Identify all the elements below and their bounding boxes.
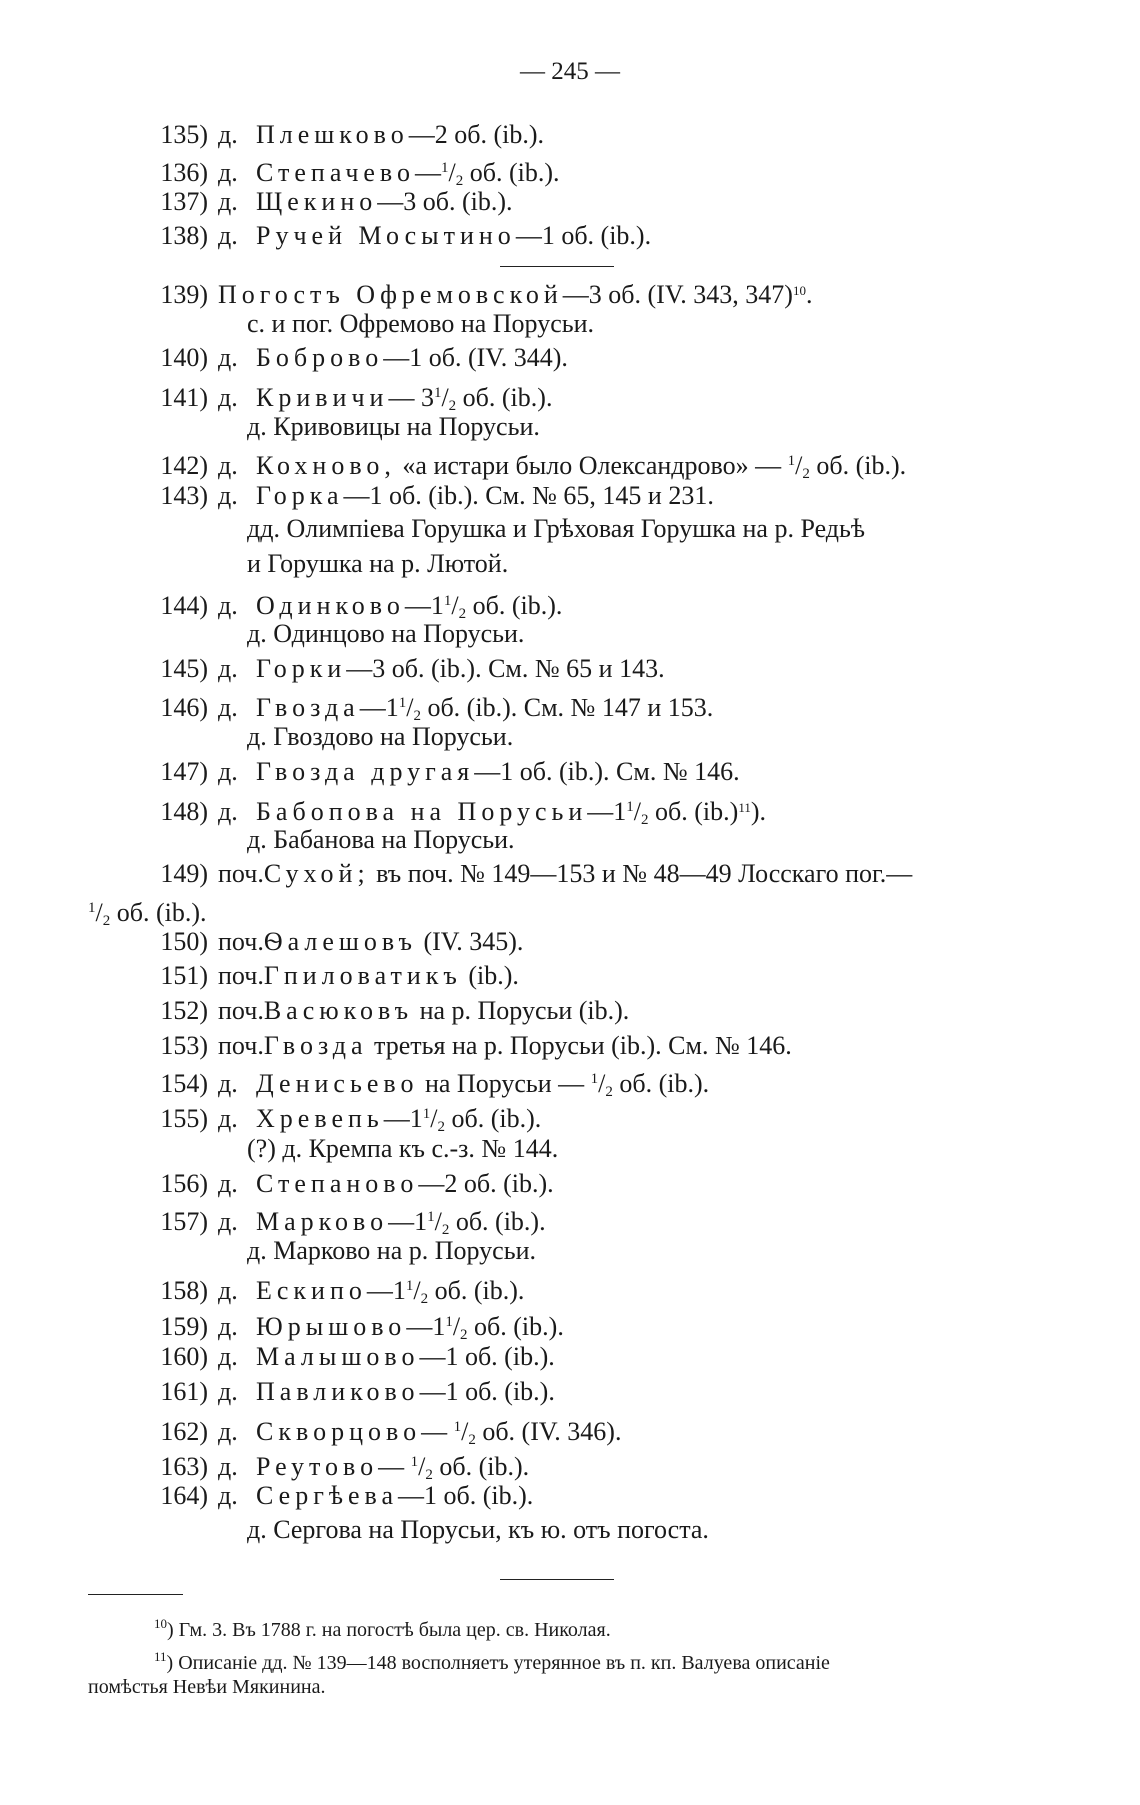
entry-name: Гвозда [256, 693, 360, 722]
entry-prefix: д. [218, 1481, 238, 1510]
fraction-slash: / [418, 1452, 426, 1481]
entry-name: Скворцово [256, 1417, 422, 1446]
entry-detail: — [421, 1417, 454, 1446]
fraction-numerator: 1 [410, 1454, 419, 1470]
entry-prefix: д. [218, 1342, 238, 1371]
footnote-line [88, 1673, 326, 1701]
fraction-slash: / [430, 1104, 438, 1133]
entry-detail: —1 [404, 591, 444, 620]
entry-detail: —3 об. (IV. 343, 347) [562, 280, 793, 309]
footnote-text: ) Гм. 3. Въ 1788 г. на погостѣ была цер. св. Николая. [167, 1619, 611, 1641]
entry-row [140, 652, 665, 686]
fraction [454, 1417, 476, 1446]
entry-number: 137) [160, 187, 208, 216]
footnote-text: помѣстья Невѣи Мякинина. [88, 1676, 326, 1698]
fraction-numerator: 1 [626, 799, 634, 815]
fraction-slash: / [95, 898, 103, 927]
entry-name: Кохново, [256, 451, 396, 480]
entry-row [140, 925, 523, 959]
entry-number: 158) [160, 1276, 208, 1305]
entry-detail-tail: об. (ib.). [110, 898, 207, 927]
entry-name: Гвозда другая [256, 757, 475, 786]
entry-name: Кривичи [256, 383, 389, 412]
entry-number: 138) [160, 221, 208, 250]
entry-number: 160) [160, 1342, 208, 1371]
fraction [427, 1207, 449, 1236]
fraction-denominator: 2 [420, 1291, 429, 1307]
entry-detail: —1 об. (ib.). [419, 1342, 555, 1371]
entry-row [140, 755, 740, 789]
entry-number: 157) [160, 1207, 208, 1236]
entry-row [140, 994, 629, 1028]
entry-number: 156) [160, 1169, 208, 1198]
fraction-denominator: 2 [413, 708, 421, 724]
entry-modern-name: д. Бабанова на Порусьи. [247, 825, 515, 854]
fraction-denominator: 2 [441, 1222, 450, 1238]
entry-name: Сергѣева [256, 1481, 398, 1510]
entry-name: Малышово [256, 1342, 420, 1371]
entry-name: Гпиловатикъ [263, 961, 462, 990]
fraction [445, 1312, 467, 1341]
entry-number: 146) [160, 693, 208, 722]
entry-detail-tail: об. (ib.). [467, 1312, 564, 1341]
entry-name: Хревепь [256, 1104, 384, 1133]
fraction-numerator: 1 [398, 695, 407, 711]
entry-detail-tail: об. (ib.) [648, 797, 739, 826]
fraction-numerator: 1 [441, 160, 449, 176]
entry-name: Сухой; [263, 859, 370, 888]
entry-prefix: поч. [218, 996, 264, 1025]
fraction-slash: / [598, 1069, 606, 1098]
entry-row [140, 341, 568, 375]
entry-detail: — [378, 1452, 411, 1481]
entry-prefix: д. [218, 1377, 238, 1406]
entry-number: 152) [160, 996, 208, 1025]
entry-modern-name: д. Кривовицы на Порусьи. [247, 412, 540, 441]
fraction [788, 451, 810, 480]
entry-detail: —1 [383, 1104, 423, 1133]
entry-prefix: д. [218, 221, 238, 250]
fraction-slash: / [434, 1207, 442, 1236]
entry-number: 162) [160, 1417, 208, 1446]
entry-prefix: д. [218, 591, 238, 620]
fraction-denominator: 2 [802, 466, 810, 482]
entry-number: 159) [160, 1312, 208, 1341]
entry-detail-tail: об. (ib.). [432, 1452, 530, 1481]
entry-modern-name: д. Марково на р. Порусьи. [247, 1236, 536, 1265]
footnote-rule-right [500, 1579, 614, 1580]
entry-detail: —1 об. (ib.). См. № 65, 145 и 231. [343, 481, 714, 510]
entry-modern-name: с. и пог. Офремово на Порусьи. [247, 309, 595, 338]
footnote-ref-number: 10 [792, 283, 806, 298]
entry-tail: . [805, 280, 813, 309]
entry-prefix: д. [218, 797, 238, 826]
footnote-mark: 10 [154, 1616, 167, 1631]
fraction-numerator: 1 [453, 1419, 462, 1435]
entry-name: Горки [256, 654, 347, 683]
entry-prefix: д. [218, 1417, 238, 1446]
entry-number: 142) [160, 451, 208, 480]
fraction-denominator: 2 [455, 173, 464, 189]
entry-detail: на р. Порусьи (ib.). [413, 996, 630, 1025]
entry-name: Юрышово [256, 1312, 407, 1341]
entry-prefix: поч. [218, 1031, 264, 1060]
entry-number: 151) [160, 961, 208, 990]
entry-number: 164) [160, 1481, 208, 1510]
fraction-slash: / [461, 1417, 469, 1446]
footnote-line [154, 1643, 830, 1677]
entry-detail: «а истари было Олександрово» — [395, 451, 788, 480]
section-divider [500, 266, 614, 267]
entry-name: Плешково [256, 120, 409, 149]
entry-detail: (ib.). [461, 961, 519, 990]
footnote-line [154, 1610, 611, 1644]
footnote-text: ) Описанiе дд. № 139—148 восполняетъ утерянное въ п. кп. Валуева описанiе [166, 1652, 830, 1674]
entry-prefix: д. [218, 383, 238, 412]
fraction-slash: / [413, 1276, 421, 1305]
entry-name: Щекино [256, 187, 378, 216]
entry-detail: —1 [587, 797, 627, 826]
fraction-slash: / [633, 797, 642, 826]
entry-prefix: д. [218, 1104, 238, 1133]
entry-detail-tail: об. (ib.). [809, 451, 907, 480]
fraction-slash: / [451, 591, 459, 620]
page-number: — 245 — [520, 58, 620, 85]
entry-name: Васюковъ [263, 996, 414, 1025]
fraction-slash: / [406, 693, 414, 722]
entry-prefix: д. [218, 1207, 238, 1236]
entry-row [140, 1375, 555, 1409]
entry-detail: —1 об. (ib.). [398, 1481, 534, 1510]
entry-name: Степачево [256, 158, 416, 187]
fraction-denominator: 2 [641, 812, 649, 828]
entry-row [140, 959, 519, 993]
fraction [441, 158, 463, 187]
entry-number: 135) [160, 120, 208, 149]
entry-number: 141) [160, 383, 208, 412]
entry-number: 143) [160, 481, 208, 510]
entry-name: Боброво [256, 343, 384, 372]
entry-prefix: поч. [218, 859, 264, 888]
entry-prefix: д. [218, 120, 238, 149]
fraction [399, 693, 421, 722]
entry-modern-name: дд. Олимпiева Горушка и Грѣховая Горушка на р. Редьѣ [247, 514, 865, 543]
entry-modern-name: д. Одинцово на Порусьи. [247, 619, 525, 648]
fraction-numerator: 1 [405, 1278, 414, 1294]
fraction-numerator: 1 [590, 1071, 599, 1087]
entry-row [140, 1029, 792, 1063]
entry-number: 148) [160, 797, 208, 826]
entry-modern-name: д. Сергова на Порусьи, къ ю. отъ погоста. [247, 1515, 709, 1544]
fraction-numerator: 1 [445, 1314, 453, 1330]
entry-name: Ручей Мосытино [256, 221, 516, 250]
entry-number: 147) [160, 757, 208, 786]
fraction-denominator: 2 [605, 1084, 613, 1100]
entry-detail-tail: об. (ib.). [456, 383, 553, 412]
entry-detail: — 3 [388, 383, 434, 412]
footnote-rule-left [88, 1594, 183, 1595]
entry-detail: —1 [359, 693, 399, 722]
entry-modern-name: и Горушка на р. Лютой. [247, 549, 509, 578]
fraction-denominator: 2 [458, 606, 467, 622]
entry-detail-tail: об. (IV. 346). [475, 1417, 622, 1446]
entry-name: Бабопова на Порусьи [256, 797, 588, 826]
entry-prefix: поч. [218, 961, 264, 990]
footnote-ref-number: 11 [738, 800, 751, 815]
entry-row [140, 185, 513, 219]
fraction [591, 1069, 613, 1098]
entry-row [140, 1167, 554, 1201]
entry-name: Горка [256, 481, 344, 510]
fraction-slash: / [448, 158, 456, 187]
entry-row [140, 118, 544, 152]
fraction [406, 1276, 428, 1305]
entry-detail: — [415, 158, 442, 187]
entry-number: 163) [160, 1452, 208, 1481]
entry-number: 155) [160, 1104, 208, 1133]
entry-prefix: д. [218, 1312, 238, 1341]
fraction [411, 1452, 433, 1481]
entry-name: Одинково [256, 591, 405, 620]
fraction [423, 1104, 445, 1133]
entry-number: 150) [160, 927, 208, 956]
entry-name: Погостъ Офремовской [218, 280, 563, 309]
entry-prefix: д. [218, 158, 238, 187]
entry-number: 136) [160, 158, 208, 187]
entry-name: Денисьево [256, 1069, 419, 1098]
entry-prefix: д. [218, 757, 238, 786]
fraction-numerator: 1 [88, 900, 96, 916]
entry-detail: —2 об. (ib.). [408, 120, 545, 149]
entry-row [140, 1340, 555, 1374]
entry-detail: —1 об. (IV. 344). [383, 343, 568, 372]
entry-number: 140) [160, 343, 208, 372]
entry-prefix: д. [218, 693, 238, 722]
fraction-denominator: 2 [102, 913, 111, 929]
entry-detail: (IV. 345). [416, 927, 524, 956]
entry-prefix: д. [218, 1276, 238, 1305]
entry-row [140, 219, 651, 253]
entry-number: 161) [160, 1377, 208, 1406]
fraction-numerator: 1 [443, 593, 452, 609]
entry-name: Реутово [256, 1452, 379, 1481]
entry-detail: —3 об. (ib.). [377, 187, 513, 216]
fraction [434, 383, 456, 412]
fraction-denominator: 2 [425, 1467, 433, 1483]
fraction-numerator: 1 [427, 1209, 435, 1225]
entry-number: 144) [160, 591, 208, 620]
entry-name: Ѳалешовъ [263, 927, 417, 956]
fraction-denominator: 2 [460, 1327, 468, 1343]
entry-detail: —1 [388, 1207, 428, 1236]
entry-detail: —1 [366, 1276, 406, 1305]
entry-number: 154) [160, 1069, 208, 1098]
entry-name: Гвозда [263, 1031, 368, 1060]
entry-detail-tail: об. (ib.). [445, 1104, 542, 1133]
entry-name: Павликово [256, 1377, 420, 1406]
fraction-slash: / [452, 1312, 461, 1341]
fraction-numerator: 1 [422, 1106, 431, 1122]
entry-prefix: д. [218, 1069, 238, 1098]
entry-detail: —2 об. (ib.). [418, 1169, 554, 1198]
entry-prefix: д. [218, 451, 238, 480]
fraction-slash: / [795, 451, 803, 480]
entry-name: Степаново [256, 1169, 419, 1198]
footnote-ref [738, 797, 751, 826]
entry-number: 145) [160, 654, 208, 683]
entry-detail-tail: об. (ib.). [612, 1069, 710, 1098]
entry-detail-tail: об. (ib.). См. № 147 и 153. [420, 693, 714, 722]
fraction-denominator: 2 [437, 1119, 445, 1135]
entry-name: Марково [256, 1207, 389, 1236]
entry-row [140, 857, 912, 891]
entry-name: Ескипо [256, 1276, 367, 1305]
entry-number: 149) [160, 859, 208, 888]
entry-detail: —1 [406, 1312, 446, 1341]
fraction-numerator: 1 [433, 385, 442, 401]
entry-number: 139) [160, 280, 208, 309]
entry-prefix: д. [218, 654, 238, 683]
footnote-ref [793, 280, 806, 309]
fraction-slash: / [441, 383, 449, 412]
fraction [444, 591, 466, 620]
entry-detail: третья на р. Порусьи (ib.). См. № 146. [367, 1031, 792, 1060]
footnote-mark: 11 [154, 1649, 167, 1664]
entry-row [140, 479, 714, 513]
entry-number: 153) [160, 1031, 208, 1060]
entry-detail: —3 об. (ib.). См. № 65 и 143. [346, 654, 665, 683]
fraction-denominator: 2 [448, 398, 457, 414]
entry-detail: на Порусьи — [418, 1069, 591, 1098]
entry-prefix: д. [218, 1452, 238, 1481]
entry-tail: ). [750, 797, 767, 826]
entry-detail: въ поч. № 149—153 и № 48—49 Лосскаго пог.— [369, 859, 913, 888]
entry-prefix: д. [218, 187, 238, 216]
entry-detail: —1 об. (ib.). См. № 146. [474, 757, 740, 786]
entry-prefix: д. [218, 1169, 238, 1198]
fraction-numerator: 1 [787, 453, 796, 469]
entry-modern-name: (?) д. Кремпа къ с.-з. № 144. [247, 1134, 559, 1163]
entry-row [140, 1479, 533, 1513]
entry-detail-tail: об. (ib.). [463, 158, 560, 187]
entry-detail-tail: об. (ib.). [466, 591, 563, 620]
entry-detail-tail: об. (ib.). [449, 1207, 546, 1236]
fraction-denominator: 2 [468, 1432, 476, 1448]
entry-detail: —1 об. (ib.). [419, 1377, 555, 1406]
entry-detail-tail: об. (ib.). [428, 1276, 525, 1305]
fraction [88, 898, 110, 927]
entry-detail: —1 об. (ib.). [515, 221, 652, 250]
fraction [626, 797, 648, 826]
entry-prefix: поч. [218, 927, 264, 956]
entry-prefix: д. [218, 343, 238, 372]
entry-prefix: д. [218, 481, 238, 510]
entry-modern-name: д. Гвоздово на Порусьи. [247, 722, 514, 751]
